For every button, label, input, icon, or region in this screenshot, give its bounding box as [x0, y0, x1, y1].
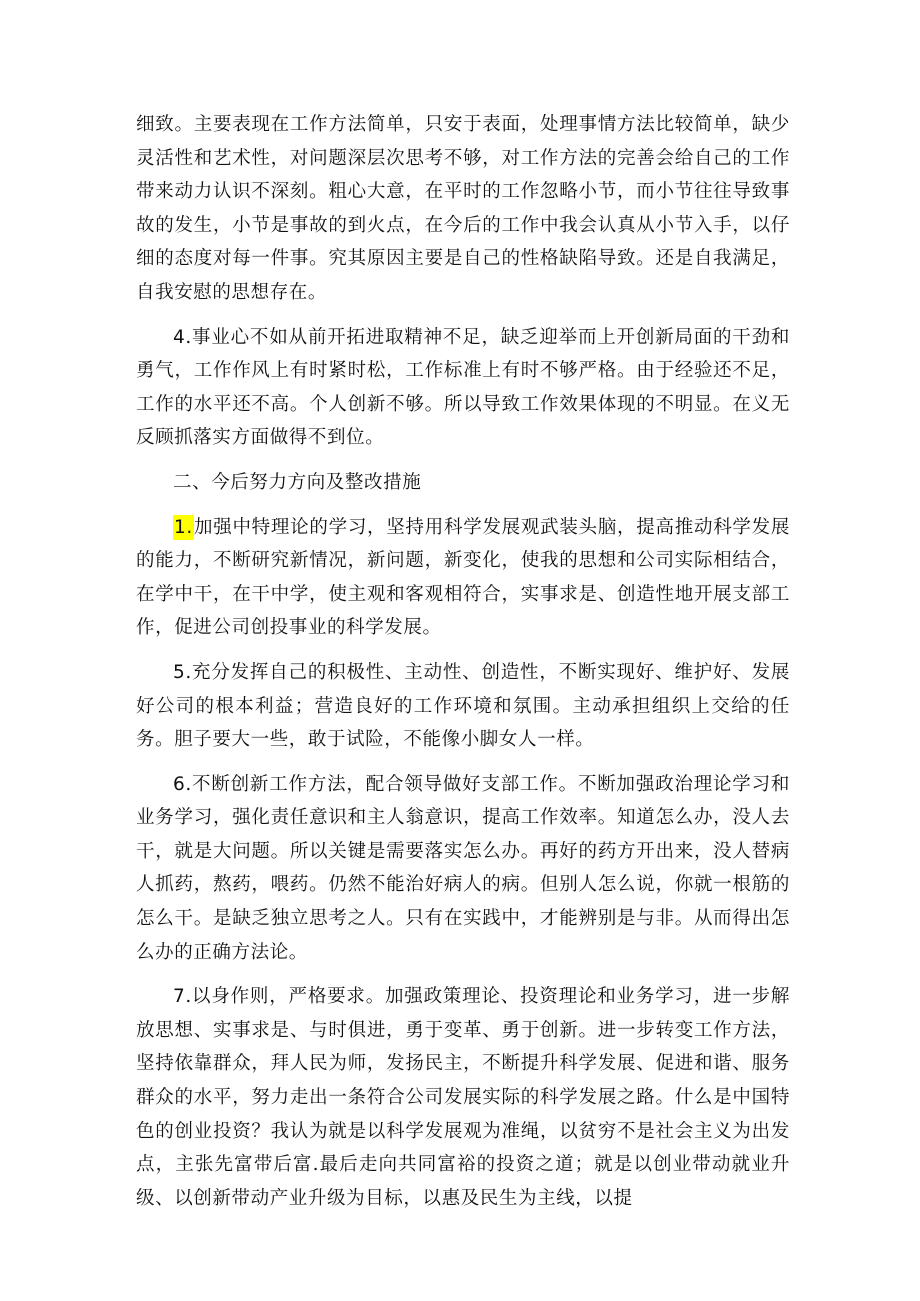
paragraph-text: 细致。主要表现在工作方法简单，只安于表面，处理事情方法比较简单，缺少灵活性和艺术性，对问题深层次思考不够，对工作方法的完善会给自己的工作带来动力认识不深刻。粗心大意，在平时的工作忽略小节，而小节往往导致事故的发生，小节是事故的到火点，在今后的工作中我会认真从小节入手，以仔细的态度对每一件事。究其原因主要是自己的性格缺陷导致。还是自我满足，自我安慰的思想存在。: [136, 114, 790, 303]
paragraph-text: .以身作则，严格要求。加强政策理论、投资理论和业务学习，进一步解放思想、实事求是、与时俱进，勇于变革、勇于创新。进一步转变工作方法，坚持依靠群众，拜人民为师，发扬民主，不断提升科学发展、促进和谐、服务群众的水平，努力走出一条符合公司发展实际的科学发展之路。什么是中国特色的创业投资？我认为就是以科学发展观为准绳，以贫穷不是社会主义为出发点，主张先富带后富.最后走向共同富裕的投资之道；就是以创业带动就业升级、以创新带动产业升级为目标，以惠及民生为主线，以提: [136, 986, 790, 1209]
paragraph-item-6: [136, 768, 790, 970]
item-number: 6: [173, 773, 186, 795]
paragraph-text: .充分发挥自己的积极性、主动性、创造性，不断实现好、维护好、发展好公司的根本利益；营造良好的工作环境和氛围。主动承担组织上交给的任务。胆子要大一些，敢于试险，不能像小脚女人一样。: [136, 661, 790, 751]
paragraph-item-7: [136, 980, 790, 1215]
section-heading: [136, 466, 790, 500]
item-number: 4: [173, 326, 186, 348]
paragraph-text: .事业心不如从前开拓进取精神不足，缺乏迎举而上开创新局面的干劲和勇气，工作作风上有时紧时松，工作标准上有时不够严格。由于经验还不足，工作的水平还不高。个人创新不够。所以导致工作效果体现的不明显。在义无反顾抓落实方面做得不到位。: [136, 326, 790, 449]
paragraph-text: .不断创新工作方法，配合领导做好支部工作。不断加强政治理论学习和业务学习，强化责任意识和主人翁意识，提高工作效率。知道怎么办，没人去干，就是大问题。所以关键是需要落实怎么办。再好的药方开出来，没人替病人抓药，熬药，喂药。仍然不能治好病人的病。但别人怎么说，你就一根筋的怎么干。是缺乏独立思考之人。只有在实践中，才能辨别是与非。从而得出怎么办的正确方法论。: [136, 773, 790, 963]
paragraph-item-5: [136, 656, 790, 757]
item-number: 5: [173, 661, 186, 683]
paragraph-continuation: [136, 108, 790, 310]
document-body: [136, 108, 790, 1215]
highlighted-item-number: 1.: [174, 516, 193, 538]
section-heading-text: 二、今后努力方向及整改措施: [173, 471, 422, 493]
item-number: 7: [173, 986, 186, 1008]
paragraph-text: 加强中特理论的学习，坚持用科学发展观武装头脑，提高推动科学发展的能力，不断研究新情况，新问题，新变化，使我的思想和公司实际相结合，在学中干，在干中学，使主观和客观相符合，实事求是、创造性地开展支部工作，促进公司创投事业的科学发展。: [136, 516, 790, 639]
paragraph-item-1: [136, 511, 790, 645]
paragraph-item-4: [136, 321, 790, 455]
